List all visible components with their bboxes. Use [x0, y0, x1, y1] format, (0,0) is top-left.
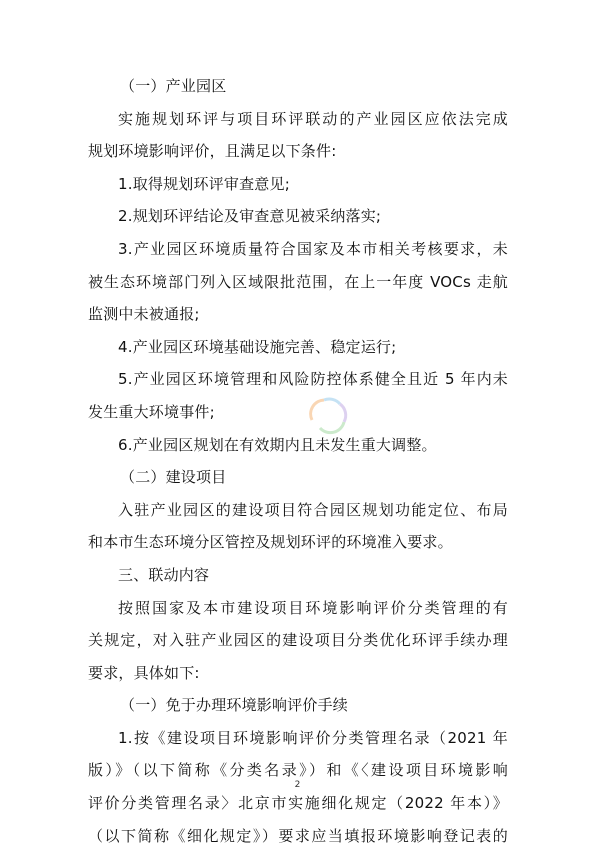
- condition-item-2: 2.规划环评结论及审查意见被采纳落实;: [118, 207, 382, 226]
- condition-item-3: 3.产业园区环境质量符合国家及本市相关考核要求，未: [118, 239, 508, 258]
- paragraph-line: 关规定，对入驻产业园区的建设项目分类优化环评手续办理: [88, 631, 508, 650]
- paragraph-line: 评价分类管理名录〉北京市实施细化规定（2022 年本）》: [88, 794, 508, 813]
- paragraph-line: 实施规划环评与项目环评联动的产业园区应依法完成: [118, 109, 508, 128]
- condition-item-5: 5.产业园区环境管理和风险防控体系健全且近 5 年内未: [118, 370, 508, 389]
- paragraph-line: 规划环境影响评价，且满足以下条件:: [88, 142, 337, 161]
- document-body: [88, 70, 508, 852]
- condition-item-4: 4.产业园区环境基础设施完善、稳定运行;: [118, 337, 397, 356]
- paragraph-line: 监测中未被通报;: [88, 305, 200, 324]
- section-heading-exemption: （一）免于办理环境影响评价手续: [120, 696, 349, 715]
- section-heading-construction-project: （二）建设项目: [120, 468, 227, 487]
- section-heading-industrial-park: （一）产业园区: [120, 77, 227, 95]
- section-heading-linkage-content: 三、联动内容: [118, 565, 210, 584]
- paragraph-line: 版）》（以下简称《分类名录》）和《〈建设项目环境影响: [88, 761, 508, 780]
- paragraph-line: 1.按《建设项目环境影响评价分类管理名录（2021 年: [118, 728, 508, 747]
- condition-item-1: 1.取得规划环评审查意见;: [118, 174, 290, 193]
- paragraph-line: 被生态环境部门列入区域限批范围，在上一年度 VOCs 走航: [88, 272, 508, 291]
- paragraph-line: 和本市生态环境分区管控及规划环评的环境准入要求。: [88, 533, 453, 552]
- paragraph-line: 按照国家及本市建设项目环境影响评价分类管理的有: [118, 598, 508, 617]
- condition-item-6: 6.产业园区规划在有效期内且未发生重大调整。: [118, 435, 437, 454]
- paragraph-line: 入驻产业园区的建设项目符合园区规划功能定位、布局: [118, 500, 508, 519]
- paragraph-line: （以下简称《细化规定》）要求应当填报环境影响登记表的: [88, 826, 508, 845]
- page-number: 2: [294, 780, 301, 790]
- paragraph-line: 要求，具体如下:: [88, 663, 200, 682]
- paragraph-line: 发生重大环境事件;: [88, 402, 215, 421]
